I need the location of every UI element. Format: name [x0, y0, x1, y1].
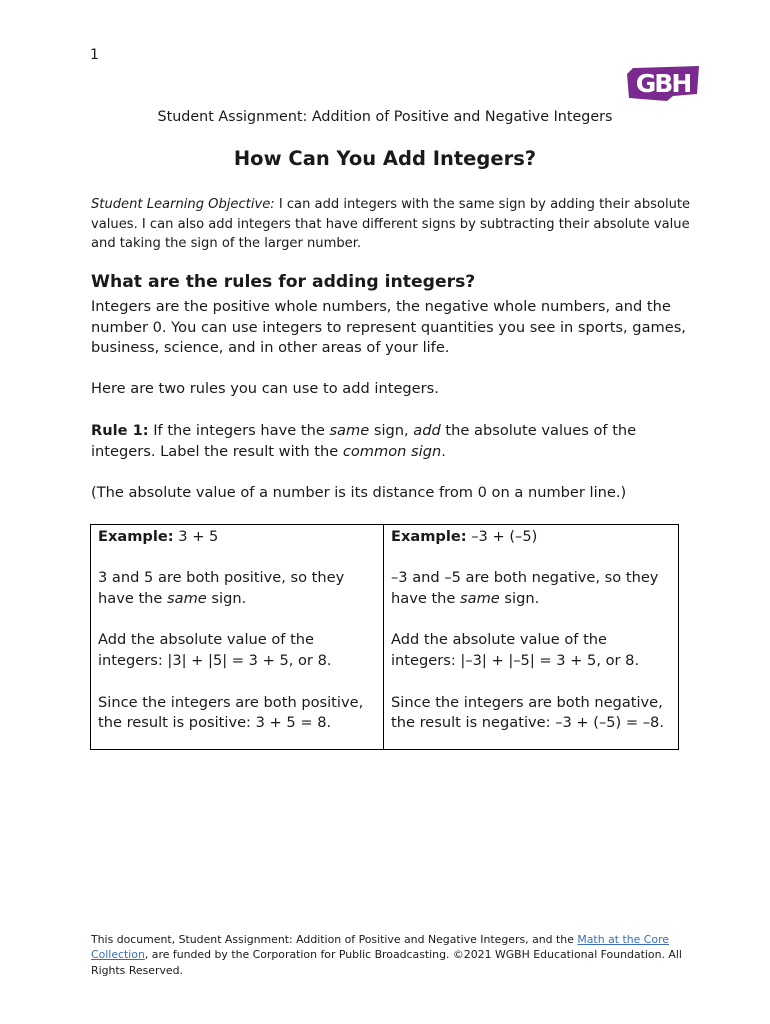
example-same: same	[460, 590, 500, 608]
example-text: –3 and –5 are both negative, so they have the	[391, 569, 659, 608]
example-step-result: Since the integers are both negative, the result is negative: –3 + (–5) = –8.	[391, 693, 664, 732]
example-step-add: Add the absolute value of the integers: |3| + |5| = 3 + 5, or 8.	[98, 631, 332, 670]
footer-text: , are funded by the Corporation for Public Broadcasting. ©2021 WGBH Educational Foundation. All Rights Reserved.	[91, 948, 682, 977]
example-expression: 3 + 5	[173, 528, 219, 545]
example-text: 3 and 5 are both positive, so they have the	[98, 569, 345, 608]
rule-1-text: the absolute values of the integers. Label the result with the	[91, 422, 637, 460]
rule-1-paragraph	[91, 421, 691, 462]
example-expression: –3 + (–5)	[466, 528, 538, 545]
example-heading	[98, 527, 377, 548]
learning-objective	[91, 195, 691, 254]
example-label: Example:	[98, 528, 174, 545]
logo-text: GBH	[635, 69, 691, 98]
footer-notice	[91, 932, 691, 978]
absolute-value-definition: (The absolute value of a number is its distance from 0 on a number line.)	[91, 484, 627, 501]
example-step-sign	[98, 568, 377, 609]
page-number: 1	[90, 47, 99, 63]
example-text: sign.	[206, 590, 247, 608]
example-step-result: Since the integers are both positive, the result is positive: 3 + 5 = 8.	[98, 693, 364, 732]
rule-1-text: sign,	[369, 422, 414, 439]
intro-paragraph: Integers are the positive whole numbers, the negative whole numbers, and the number 0. You can use integers to represent quantities you see in sports, games, business, science, and in other areas of your life.	[91, 298, 686, 357]
example-step-add: Add the absolute value of the integers: |–3| + |–5| = 3 + 5, or 8.	[391, 631, 640, 670]
example-cell-positive	[91, 525, 384, 749]
objective-label: Student Learning Objective:	[91, 197, 275, 212]
rule-1-text: If the integers have the	[148, 422, 330, 439]
math-at-core-link[interactable]: Math at the Core Collection	[91, 933, 670, 962]
example-heading	[391, 527, 672, 548]
page-title: How Can You Add Integers?	[233, 147, 537, 170]
footer-text: This document, Student Assignment: Addition of Positive and Negative Integers, and the	[91, 933, 578, 946]
rule-1-same: same	[329, 422, 370, 439]
example-cell-negative	[384, 525, 678, 749]
assignment-header: Student Assignment: Addition of Positive and Negative Integers	[157, 109, 613, 125]
example-table	[90, 524, 679, 750]
gbh-logo	[627, 64, 700, 102]
section-heading: What are the rules for adding integers?	[91, 272, 476, 292]
example-text: sign.	[499, 590, 540, 608]
example-step-sign	[391, 568, 672, 609]
rule-1-add: add	[413, 422, 441, 439]
example-label: Example:	[391, 528, 467, 545]
rule-1-label: Rule 1:	[91, 422, 149, 439]
rule-1-text: .	[441, 442, 446, 460]
two-rules-paragraph: Here are two rules you can use to add integers.	[91, 380, 439, 397]
rule-1-common-sign: common sign	[342, 442, 442, 460]
example-same: same	[167, 590, 207, 608]
objective-text: I can add integers with the same sign by adding their absolute values. I can also add integers that have different signs by subtracting their absolute value and taking the sign of the larger number.	[91, 197, 691, 251]
